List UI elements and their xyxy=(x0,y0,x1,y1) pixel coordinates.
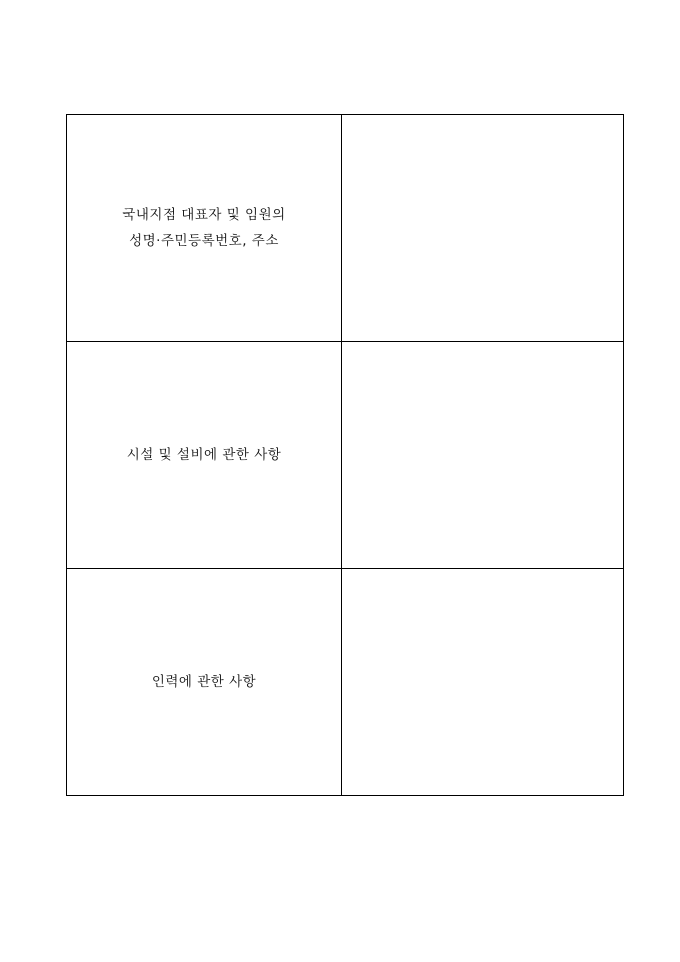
label-facilities: 시설 및 설비에 관한 사항 xyxy=(126,447,282,463)
label-cell-personnel xyxy=(67,569,342,796)
label-personnel: 인력에 관한 사항 xyxy=(151,674,257,690)
value-cell-representatives[interactable] xyxy=(342,115,624,342)
label-cell-facilities xyxy=(67,342,342,569)
form-row-facilities xyxy=(67,342,624,569)
label-representatives: 국내지점 대표자 및 임원의 성명·주민등록번호, 주소 xyxy=(122,207,286,249)
registration-form-table xyxy=(66,114,624,796)
value-cell-facilities[interactable] xyxy=(342,342,624,569)
value-cell-personnel[interactable] xyxy=(342,569,624,796)
label-cell-representatives xyxy=(67,115,342,342)
form-row-representatives xyxy=(67,115,624,342)
form-row-personnel xyxy=(67,569,624,796)
